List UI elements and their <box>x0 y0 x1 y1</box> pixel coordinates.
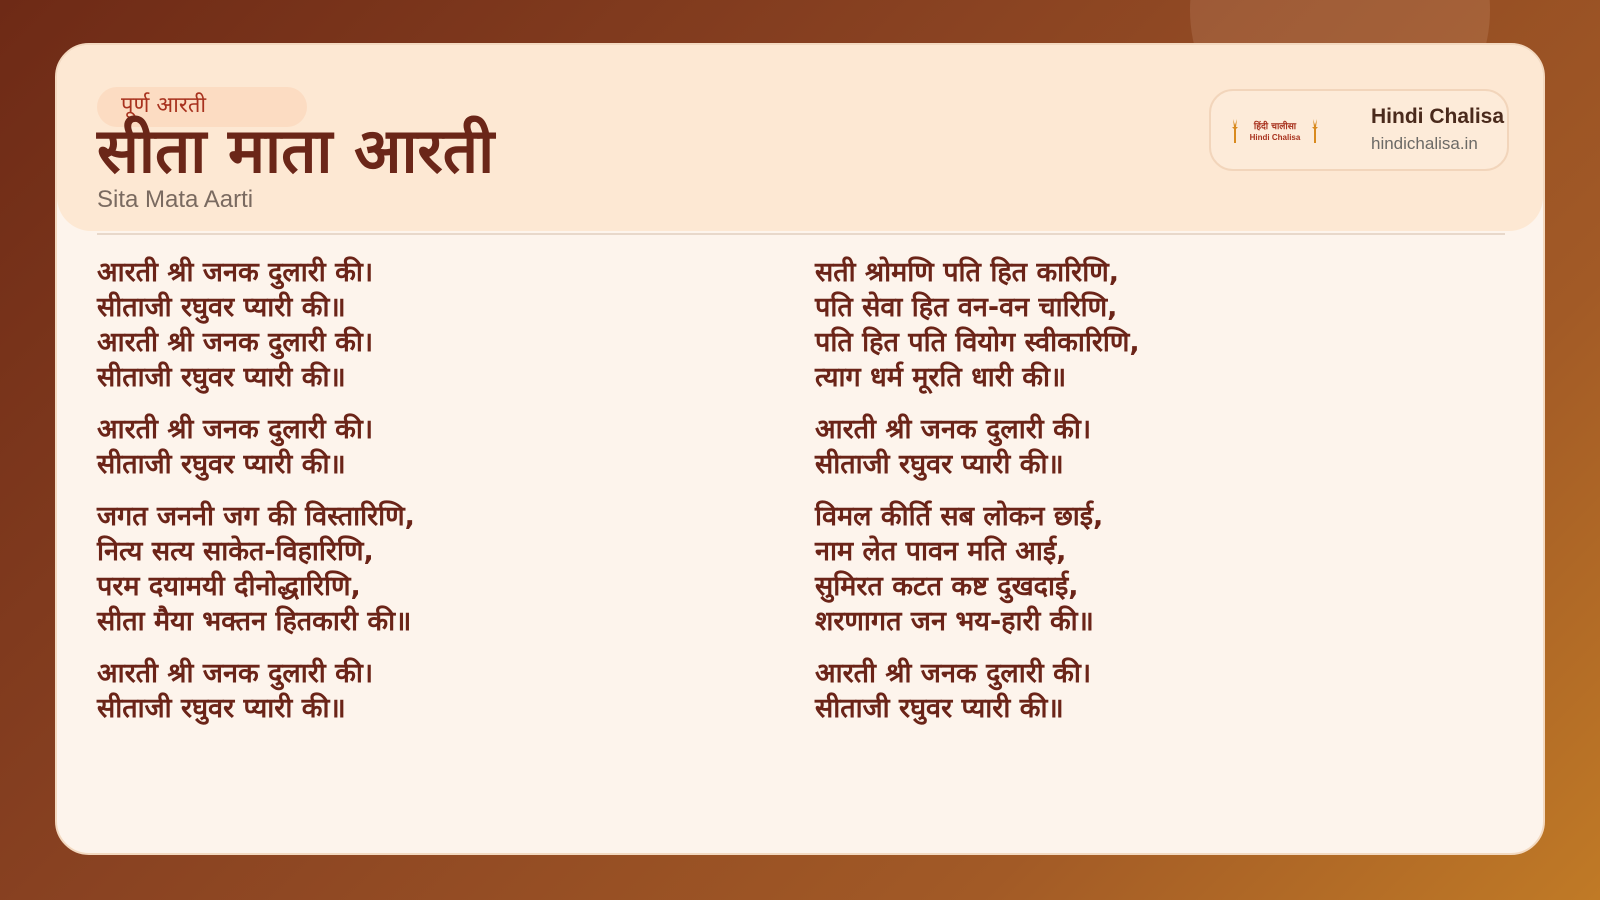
lyric-line: सीताजी रघुवर प्यारी की॥ <box>97 292 346 323</box>
trishul-logo-icon <box>1227 115 1323 147</box>
lyric-line: सीताजी रघुवर प्यारी की॥ <box>815 449 1064 480</box>
stanza <box>815 499 1495 639</box>
lyric-line: सीताजी रघुवर प्यारी की॥ <box>815 693 1064 724</box>
category-badge-label: पूर्ण आरती <box>121 93 207 118</box>
brand-box[interactable] <box>1209 89 1509 171</box>
lyric-line: पति हित पति वियोग स्वीकारिणि, <box>815 327 1140 358</box>
stanza <box>815 656 1495 726</box>
lyric-line: जगत जननी जग की विस्तारिणि, <box>97 501 415 532</box>
lyric-line: सीताजी रघुवर प्यारी की॥ <box>97 693 346 724</box>
lyric-line: आरती श्री जनक दुलारी की। <box>97 414 374 445</box>
lyric-line: परम दयामयी दीनोद्धारिणि, <box>97 571 361 602</box>
lyric-line: आरती श्री जनक दुलारी की। <box>97 658 374 689</box>
stanza <box>97 499 777 639</box>
lyric-line: आरती श्री जनक दुलारी की। <box>97 327 374 358</box>
lyric-line: सीता मैया भक्तन हितकारी की॥ <box>97 606 412 637</box>
lyric-line: आरती श्री जनक दुलारी की। <box>815 658 1092 689</box>
stanza <box>97 412 777 482</box>
lyric-line: सती श्रोमणि पति हित कारिणि, <box>815 257 1119 288</box>
stanza <box>815 255 1495 395</box>
aarti-card <box>55 43 1545 855</box>
card-header <box>57 45 1543 231</box>
header-divider <box>97 233 1505 235</box>
lyrics-column-right <box>815 255 1495 743</box>
lyric-line: पति सेवा हित वन-वन चारिणि, <box>815 292 1118 323</box>
page-title: सीता माता आरती <box>97 114 495 187</box>
lyric-line: नाम लेत पावन मति आई, <box>815 536 1067 567</box>
logo-hindi-text: हिंदी चालीसा <box>1253 122 1297 132</box>
lyric-line: सीताजी रघुवर प्यारी की॥ <box>97 449 346 480</box>
lyric-line: आरती श्री जनक दुलारी की। <box>97 257 374 288</box>
lyric-line: सीताजी रघुवर प्यारी की॥ <box>97 362 346 393</box>
lyric-line: नित्य सत्य साकेत-विहारिणि, <box>97 536 374 567</box>
lyric-line: त्याग धर्म मूरति धारी की॥ <box>815 362 1067 393</box>
brand-url[interactable]: hindichalisa.in <box>1371 134 1478 153</box>
page-subtitle: Sita Mata Aarti <box>97 186 254 213</box>
lyric-line: आरती श्री जनक दुलारी की। <box>815 414 1092 445</box>
lyrics-column-left <box>97 255 777 743</box>
logo-english-text: Hindi Chalisa <box>1249 133 1301 142</box>
stanza <box>97 255 777 395</box>
lyric-line: सुमिरत कटत कष्ट दुखदाई, <box>815 571 1079 602</box>
stanza <box>815 412 1495 482</box>
lyric-line: शरणागत जन भय-हारी की॥ <box>815 606 1094 637</box>
lyric-line: विमल कीर्ति सब लोकन छाई, <box>815 501 1104 532</box>
stanza <box>97 656 777 726</box>
brand-name: Hindi Chalisa <box>1371 105 1505 128</box>
